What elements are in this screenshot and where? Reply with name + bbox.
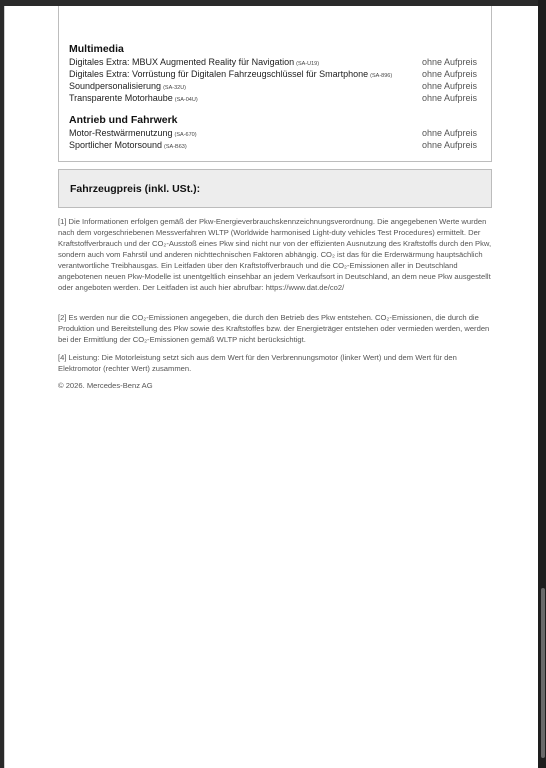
footnote-1: [1] Die Informationen erfolgen gemäß der Pkw-Energieverbrauchskennzeichnungsverordnung. Die angegebenen Werte wurden nach dem vorgeschriebenen Messverfahren WLTP (Worldwide harmonised Light-duty vehicles Test Procedures) ermittelt. Der Kraftstoffverbrauch und der CO₂-Ausstoß eines Pkw sind nicht nur von der effizienten Ausnutzung des Kraftstoffs durch den Pkw, sondern auch vom Fahrstil und anderen nichttechnischen Faktoren abhängig. CO₂ ist das für die Erderwärmung hauptsächlich verantwortliche Treibhausgas. Ein Leitfaden über den Kraftstoffverbrauch und die CO₂-Emissionen aller in Deutschland angebotenen neuen Pkw-Modelle ist unentgeltlich einsehbar an jedem Verkaufsort in Deutschland, an dem neue Pkw ausgestellt oder angeboten werden. Der Leitfaden ist auch hier abrufbar: https://www.dat.de/co2/ (58, 217, 492, 292)
option-price: ohne Aufpreis (421, 81, 477, 91)
option-name: Transparente Motorhaube (69, 93, 173, 103)
section-title-multimedia: Multimedia (69, 43, 124, 55)
equipment-options-box (58, 6, 492, 162)
copyright: © 2026. Mercedes-Benz AG (58, 381, 153, 390)
option-code: (SA-896) (370, 73, 393, 79)
option-row (69, 93, 477, 105)
vehicle-price-box (58, 169, 492, 208)
option-row (69, 57, 477, 69)
section-title-antrieb: Antrieb und Fahrwerk (69, 114, 178, 126)
document-page (4, 6, 539, 768)
option-price: ohne Aufpreis (421, 93, 477, 103)
option-name: Motor-Restwärmenutzung (69, 128, 173, 138)
option-row (69, 69, 477, 81)
option-price: ohne Aufpreis (421, 57, 477, 67)
option-code: (SA-U19) (296, 61, 320, 67)
footnote-4: [4] Leistung: Die Motorleistung setzt sich aus dem Wert für den Verbrennungsmotor (linker Wert) und dem Wert für den Elektromotor (rechter Wert) zusammen. (58, 353, 457, 373)
option-name: Digitales Extra: MBUX Augmented Reality für Navigation (69, 57, 295, 67)
footnote-2: [2] Es werden nur die CO₂-Emissionen angegeben, die durch den Betrieb des Pkw entstehen. CO₂-Emissionen, die durch die Produktion und Bereitstellung des Pkw sowie des Kraftstoffes bzw. der Energieträger entstehen oder vermieden werden, werden bei der Ermittlung der CO₂-Emissionen gemäß WLTP nicht berücksichtigt. (58, 313, 490, 344)
option-price: ohne Aufpreis (421, 128, 477, 138)
option-name: Sportlicher Motorsound (69, 140, 163, 150)
scrollbar[interactable] (538, 0, 546, 768)
scrollbar-thumb[interactable] (541, 588, 545, 758)
option-price: ohne Aufpreis (421, 140, 477, 150)
option-code: (SA-04U) (174, 97, 198, 103)
option-code: (SA-670) (174, 132, 197, 138)
option-name: Digitales Extra: Vorrüstung für Digitalen Fahrzeugschlüssel für Smartphone (69, 69, 369, 79)
option-row (69, 81, 477, 93)
option-price: ohne Aufpreis (421, 69, 477, 79)
option-code: (SA-32U) (163, 85, 186, 91)
option-row (69, 140, 477, 152)
option-row (69, 128, 477, 140)
vehicle-price-label: Fahrzeugpreis (inkl. USt.): (70, 183, 201, 195)
option-code: (SA-B63) (164, 144, 187, 150)
option-name: Soundpersonalisierung (69, 81, 162, 91)
